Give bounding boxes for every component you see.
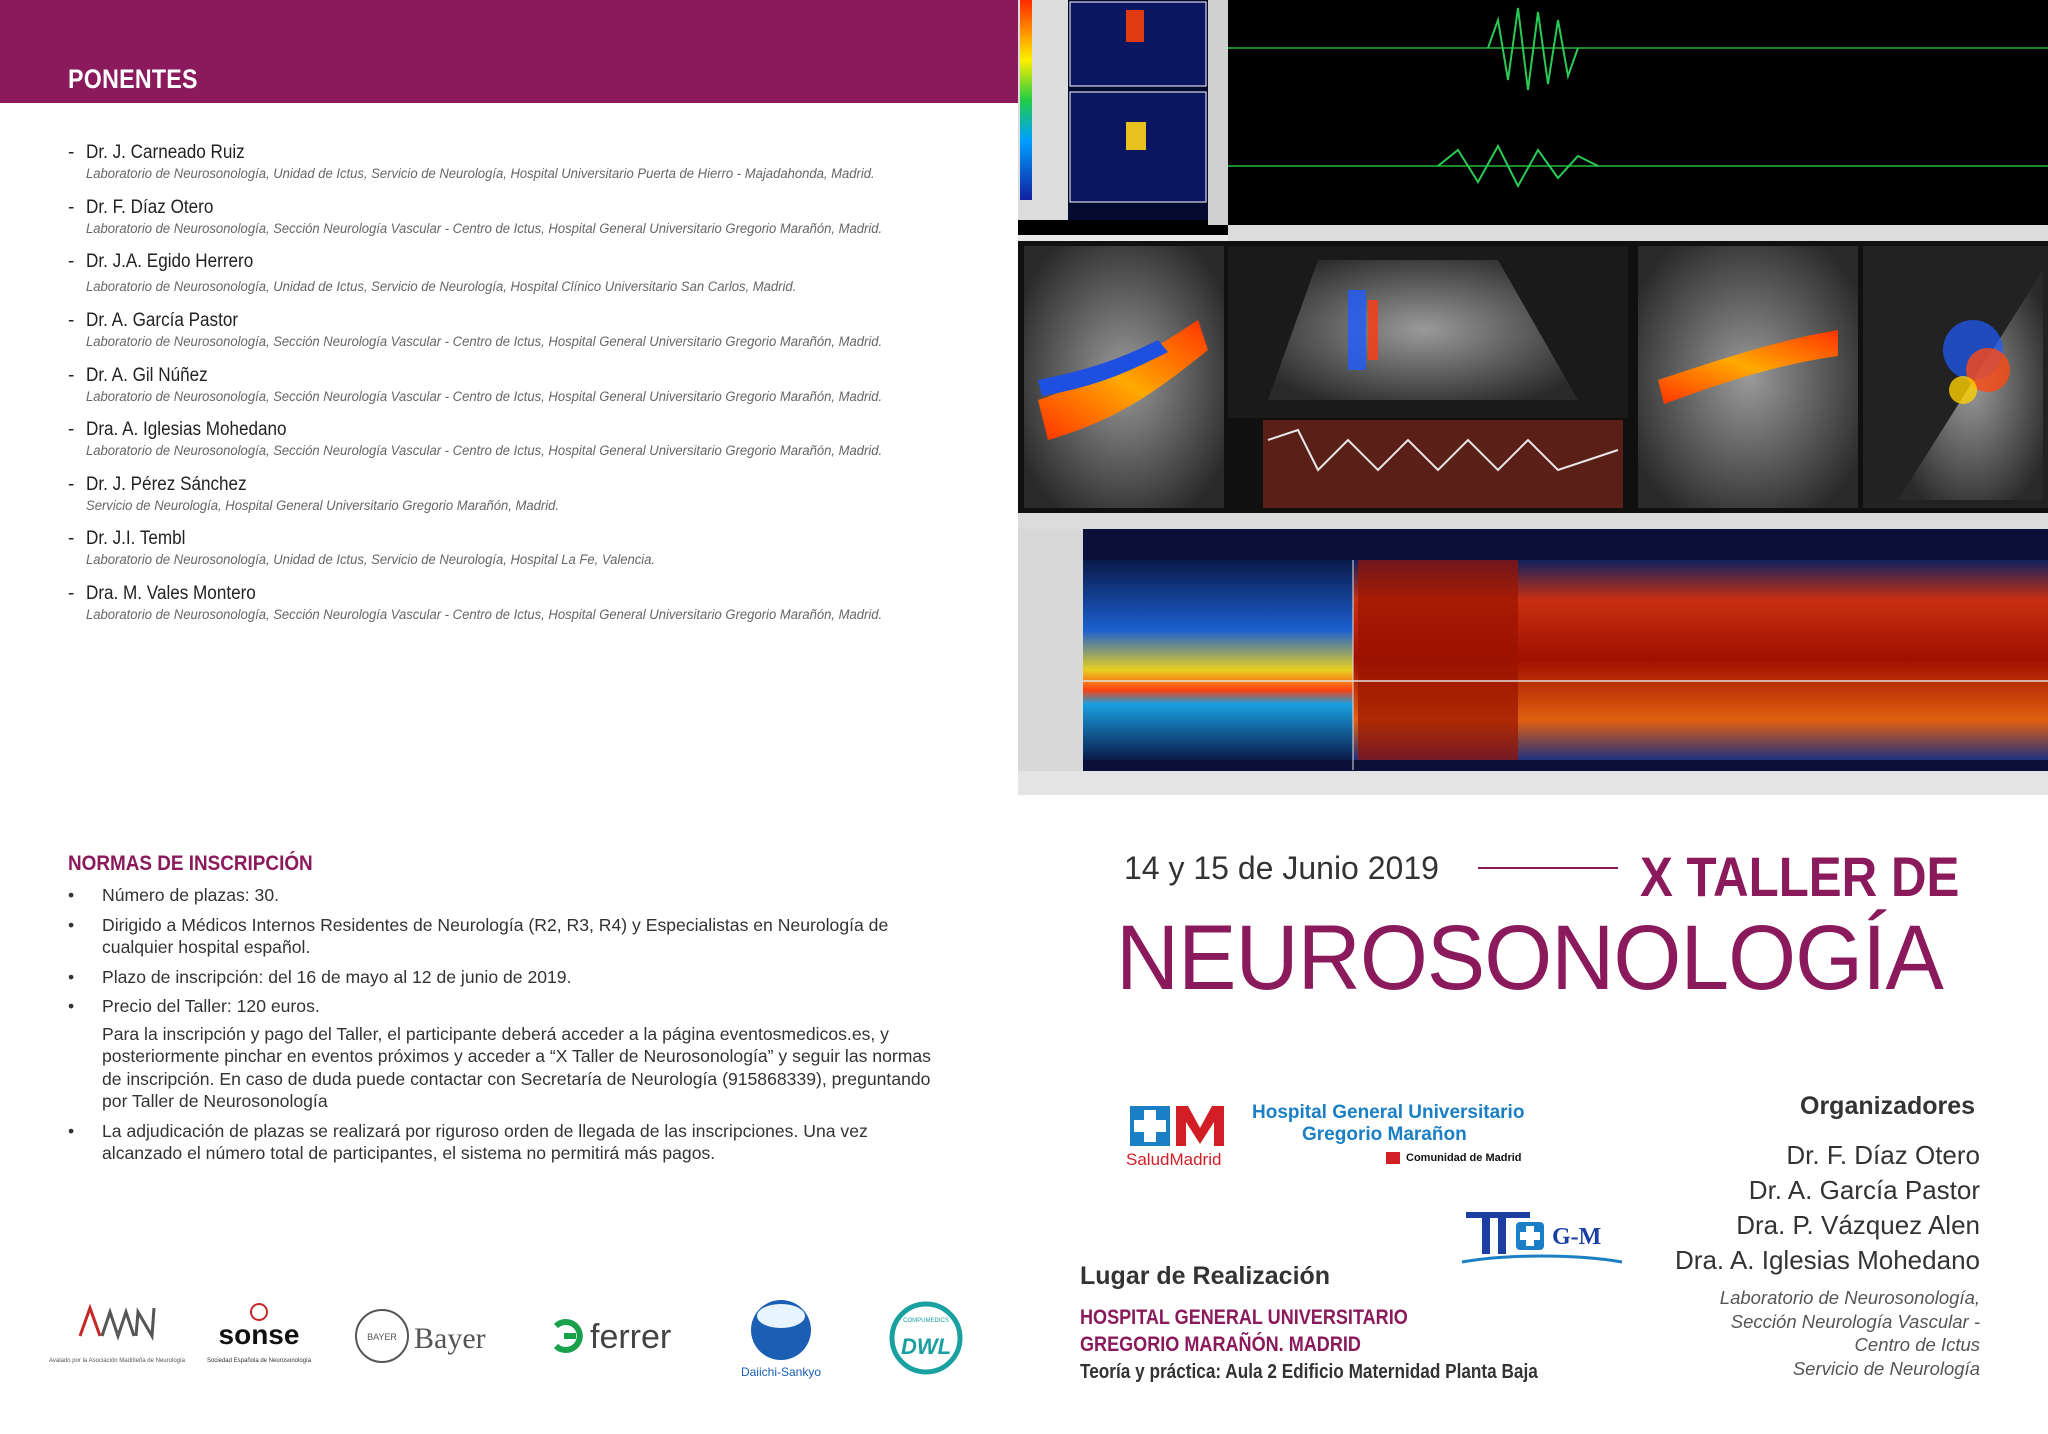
bullet: • [68, 885, 75, 905]
bayer-cross-text: BAYER [367, 1332, 397, 1342]
speaker-item [66, 419, 966, 474]
speaker-name: Dr. J. Pérez Sánchez [86, 473, 247, 495]
speaker-item [66, 583, 966, 638]
sonse-logo-graphic [204, 1296, 314, 1376]
amn-logo [49, 1296, 185, 1376]
organizer-name: Dra. A. Iglesias Mohedano [1675, 1245, 1980, 1275]
list-dash: - [68, 251, 75, 272]
normas-item-text: Número de plazas: 30. [102, 885, 280, 905]
speaker-item [66, 310, 966, 365]
speaker-affiliation: Servicio de Neurología, Hospital General Universitario Gregorio Marañón, Madrid. [86, 497, 560, 514]
list-dash: - [68, 196, 75, 218]
bullet: • [68, 1120, 75, 1141]
dwl-text: DWL [900, 1334, 952, 1359]
amn-logo-text: AMN [117, 1334, 120, 1335]
list-dash: - [68, 142, 75, 163]
organizer-name: Dr. A. García Pastor [1748, 1175, 1980, 1205]
speaker-item [66, 142, 966, 197]
speaker-item [66, 365, 966, 420]
daiichi-text: Daiichi-Sankyo [740, 1365, 822, 1379]
ponentes-title: PONENTES [68, 64, 198, 94]
speaker-item [66, 528, 966, 583]
speaker-name: Dr. J.I. Tembl [86, 528, 186, 549]
sonse-logo [204, 1296, 314, 1376]
bayer-logo [352, 1296, 502, 1376]
hospital-name-line2: Gregorio Marañon [1302, 1124, 1467, 1145]
comunidad-madrid-text: Comunidad de Madrid [1406, 1152, 1522, 1164]
speaker-name: Dr. J.A. Egido Herrero [86, 251, 254, 272]
organizadores-affiliation [1720, 1286, 1980, 1380]
speakers-list [66, 142, 966, 637]
normas-item [68, 1120, 948, 1165]
organizer-name: Dr. F. Díaz Otero [1786, 1140, 1980, 1170]
bullet: • [68, 996, 75, 1016]
ferrer-text: ferrer [590, 1318, 672, 1356]
lugar-line2: GREGORIO MARAÑÓN. MADRID [1080, 1333, 1361, 1356]
salud-madrid-text: SaludMadrid [1126, 1150, 1222, 1169]
bayer-text: Bayer [414, 1322, 486, 1355]
normas-title: NORMAS DE INSCRIPCIÓN [68, 852, 313, 875]
normas-item [68, 995, 948, 1018]
sonse-logo-text: sonse [218, 1319, 300, 1350]
list-dash: - [68, 582, 75, 604]
event-title-line2: NEUROSONOLOGÍA [1116, 907, 1943, 1009]
dwl-top-text: COMPUMEDICS [903, 1318, 949, 1324]
bayer-logo-graphic [352, 1296, 502, 1376]
igm-logo-graphic [1456, 1198, 1628, 1278]
normas-list [68, 884, 948, 1172]
speaker-item [66, 197, 966, 252]
speaker-name: Dr. A. García Pastor [86, 310, 239, 331]
list-dash: - [68, 473, 75, 495]
organizadores-names [1675, 1138, 1980, 1278]
amn-caption: Avalado por la Asociación Madrileña de Neurología [49, 1358, 185, 1364]
affiliation-line: Sección Neurología Vascular - [1730, 1310, 1980, 1332]
list-dash: - [68, 528, 75, 549]
ultrasound-collage-graphic [1018, 0, 2048, 795]
speaker-item [66, 474, 966, 529]
dwl-logo-graphic [876, 1296, 976, 1376]
normas-item-text: Plazo de inscripción: del 16 de mayo al 12 de junio de 2019. [102, 966, 572, 987]
amn-logo-graphic [49, 1296, 185, 1376]
affiliation-line: Laboratorio de Neurosonología, [1719, 1287, 1980, 1308]
speaker-affiliation: Laboratorio de Neurosonología, Unidad de Ictus, Servicio de Neurología, Hospital Universitario Puerta de Hierro - Majadahonda, Madrid. [86, 166, 875, 182]
list-dash: - [68, 364, 75, 386]
speaker-affiliation: Laboratorio de Neurosonología, Sección Neurología Vascular - Centro de Ictus, Hospital General Universitario Gregorio Marañón, Madrid. [86, 606, 883, 623]
igm-text: G-M [1552, 1224, 1602, 1250]
event-date: 14 y 15 de Junio 2019 [1124, 850, 1439, 886]
normas-item [68, 884, 948, 907]
event-title-line1: X TALLER DE [1640, 845, 1960, 908]
normas-item [68, 966, 948, 989]
lugar-line1: HOSPITAL GENERAL UNIVERSITARIO [1080, 1306, 1408, 1329]
speaker-affiliation: Laboratorio de Neurosonología, Sección Neurología Vascular - Centro de Ictus, Hospital General Universitario Gregorio Marañón, Madrid. [86, 388, 883, 405]
hospital-name-line1: Hospital General Universitario [1252, 1102, 1525, 1123]
normas-item-text: Precio del Taller: 120 euros. [102, 996, 320, 1016]
speaker-affiliation: Laboratorio de Neurosonología, Unidad de Ictus, Servicio de Neurología, Hospital Clínico Universitario San Carlos, Madrid. [86, 279, 797, 295]
normas-paragraph: Para la inscripción y pago del Taller, el participante deberá acceder a la página eventosmedicos.es, y posteriormente pinchar en eventos próximos y acceder a “X Taller de Neurosonología” y seguir las normas de inscripción. En caso de duda puede contactar con Secretaría de Neurología (915868339), preguntando por Taller de Neurosonología [102, 1023, 931, 1111]
daiichi-logo [718, 1296, 848, 1379]
organizadores-title: Organizadores [1800, 1092, 1976, 1120]
lugar-title: Lugar de Realización [1080, 1262, 1331, 1290]
ultrasound-image-collage [1018, 0, 2048, 795]
speaker-name: Dra. M. Vales Montero [86, 582, 256, 604]
speaker-affiliation: Laboratorio de Neurosonología, Unidad de Ictus, Servicio de Neurología, Hospital La Fe, Valencia. [86, 552, 656, 568]
affiliation-line: Servicio de Neurología [1792, 1357, 1980, 1379]
organizer-name: Dra. P. Vázquez Alen [1736, 1210, 1980, 1240]
speaker-name: Dr. J. Carneado Ruiz [86, 142, 245, 163]
ferrer-logo-graphic [548, 1296, 688, 1376]
list-dash: - [68, 419, 75, 440]
speaker-name: Dra. A. Iglesias Mohedano [86, 419, 287, 440]
speaker-affiliation: Laboratorio de Neurosonología, Sección Neurología Vascular - Centro de Ictus, Hospital General Universitario Gregorio Marañón, Madrid. [86, 443, 883, 459]
ferrer-logo [548, 1296, 688, 1376]
date-divider-line [1478, 867, 1618, 869]
igm-logo [1456, 1198, 1628, 1278]
speaker-item [66, 251, 966, 310]
list-dash: - [68, 310, 75, 331]
speaker-name: Dr. F. Díaz Otero [86, 196, 214, 218]
normas-item-text: Dirigido a Médicos Internos Residentes de Neurología (R2, R3, R4) y Especialistas en Neurología de cualquier hospital español. [102, 914, 889, 957]
bullet: • [68, 966, 75, 987]
dwl-logo [876, 1296, 976, 1376]
sonse-caption: Sociedad Española de Neurosonología [206, 1358, 312, 1364]
lugar-line3: Teoría y práctica: Aula 2 Edificio Maternidad Planta Baja [1080, 1361, 1538, 1383]
speaker-affiliation: Laboratorio de Neurosonología, Sección Neurología Vascular - Centro de Ictus, Hospital General Universitario Gregorio Marañón, Madrid. [86, 334, 883, 350]
normas-item [68, 914, 948, 959]
daiichi-logo-graphic [718, 1296, 848, 1380]
comunidad-flag-icon [1386, 1152, 1400, 1164]
affiliation-line: Centro de Ictus [1854, 1334, 1980, 1355]
normas-item-text: La adjudicación de plazas se realizará por riguroso orden de llegada de las inscripciones. Una vez alcanzado el número total de participantes, el sistema no permitirá más pagos. [102, 1120, 868, 1163]
bullet: • [68, 914, 75, 935]
speaker-affiliation: Laboratorio de Neurosonología, Sección Neurología Vascular - Centro de Ictus, Hospital General Universitario Gregorio Marañón, Madrid. [86, 220, 883, 237]
speaker-name: Dr. A. Gil Núñez [86, 364, 208, 386]
